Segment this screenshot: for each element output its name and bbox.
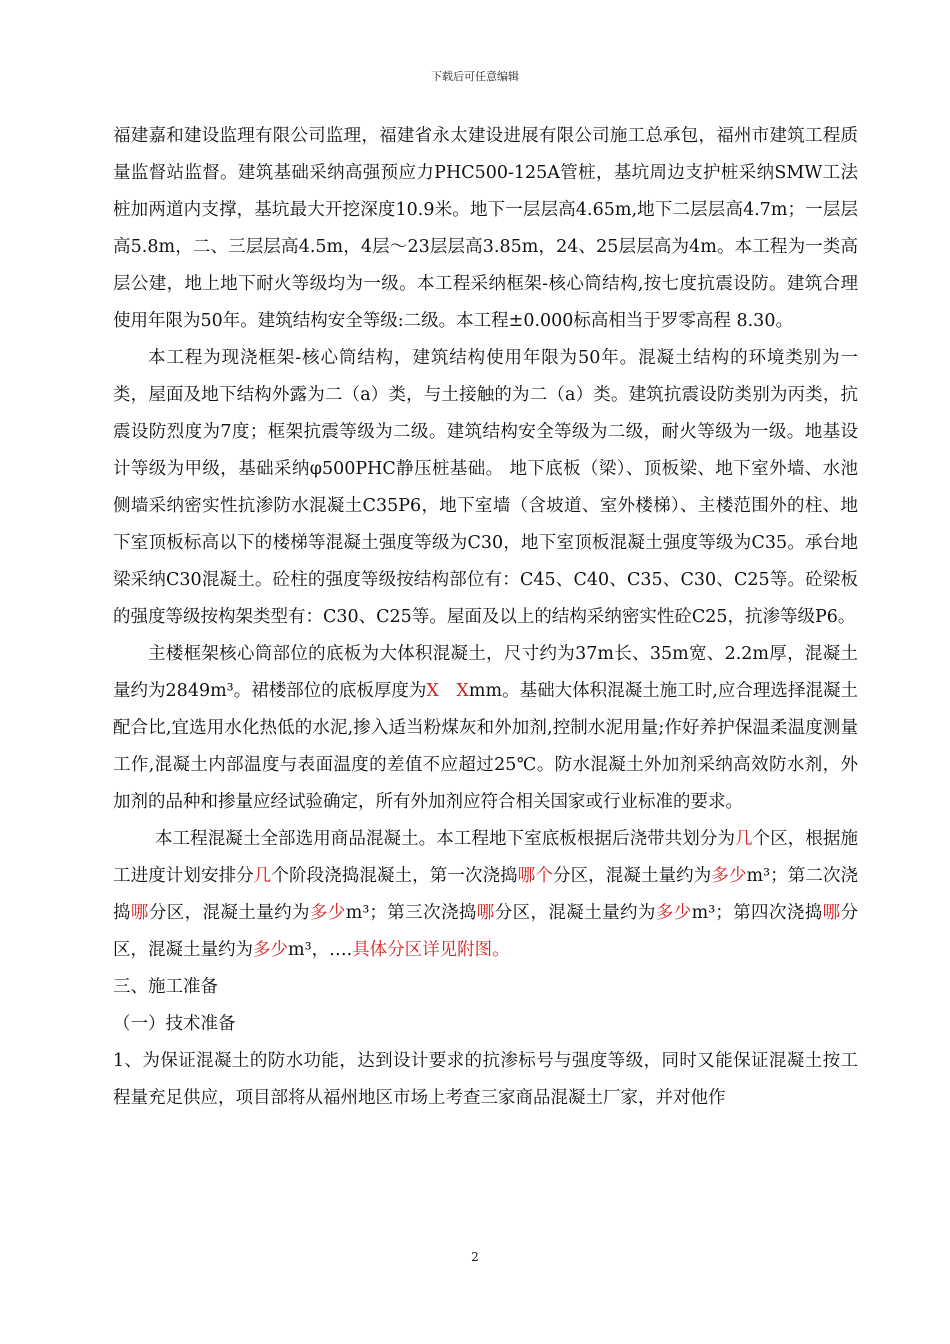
section-heading: 三、施工准备 <box>113 977 218 997</box>
text-span: mm。基础大体积混凝土施工时,应合理选择混凝土配合比,宜选用水化热低的水泥,掺入适当粉煤灰和外加剂,控制水泥用量;作好养护保温柔温度测量工作,混凝土内部温度与表面温度的差值不应超过25℃。防水混凝土外加剂采纳高效防水剂，外加剂的品种和掺量应经试验确定，所有外加剂应符合相关国家或行业标准的要求。 <box>113 681 858 812</box>
paragraph-structure-description: 本工程为现浇框架-核心筒结构，建筑结构使用年限为50年。混凝土结构的环境类别为一类，屋面及地下结构外露为二（a）类，与土接触的为二（a）类。建筑抗震设防类别为丙类，抗震设防烈度为7度；框架抗震等级为二级。建筑结构安全等级为二级，耐火等级为一级。地基设计等级为甲级，基础采纳φ500PHC静压桩基础。 地下底板（梁）、顶板梁、地下室外墙、水池侧墙采纳密实性抗渗防水混凝土C35P6，地下室墙（含坡道、室外楼梯）、主楼范围外的柱、地下室顶板标高以下的楼梯等混凝土强度等级为C30，地下室顶板混凝土强度等级为C35。承台地梁采纳C30混凝土。砼柱的强度等级按结构部位有：C45、C40、C35、C30、C25等。砼梁板的强度等级按构架类型有：C30、C25等。屋面及以上的结构采纳密实性砼C25，抗渗等级P6。 <box>113 348 858 627</box>
page-header: 下载后可任意编辑 <box>431 70 519 83</box>
placeholder-red-text: 哪 <box>130 903 149 923</box>
page-number: 2 <box>471 1250 479 1264</box>
paragraph-technical-prep: 1、为保证混凝土的防水功能，达到设计要求的抗渗标号与强度等级，同时又能保证混凝土按工程量充足供应，项目部将从福州地区市场上考查三家商品混凝土厂家，并对他作 <box>113 1051 858 1108</box>
placeholder-red-text: 多少 <box>711 866 747 886</box>
placeholder-red-text: X X <box>426 681 469 701</box>
text-span: 本工程混凝土全部选用商品混凝土。本工程地下室底板根据后浇带共划分为 <box>155 829 736 849</box>
text-span: 分区，混凝土量约为 <box>494 903 656 923</box>
text-span: 分区，混凝土量约为 <box>113 903 859 960</box>
paragraph-mass-concrete <box>113 636 858 821</box>
placeholder-red-text: 多少 <box>309 903 346 923</box>
text-span: 分区，混凝土量约为 <box>552 866 712 886</box>
placeholder-red-text: 几 <box>253 866 272 886</box>
placeholder-red-text: 具体分区详见附图。 <box>352 940 510 960</box>
text-span: 个阶段浇捣混凝土，第一次浇捣 <box>271 866 518 886</box>
text-span: m³；第三次浇捣 <box>345 903 477 923</box>
document-body <box>113 118 858 1117</box>
text-span: 主楼框架核心筒部位的底板为大体积混凝土，尺寸约为37m长、35m宽、2.2m厚，混凝土量约为2849m³。裙楼部位的底板厚度为 <box>113 644 858 701</box>
placeholder-red-text: 多少 <box>253 940 288 960</box>
placeholder-red-text: 哪个 <box>517 866 553 886</box>
text-span: 个区，根据施工进度计划安排分 <box>113 829 859 886</box>
placeholder-red-text: 几 <box>735 829 753 849</box>
paragraph-pour-plan <box>113 821 858 969</box>
text-span: m³，…. <box>288 940 353 960</box>
paragraph-project-overview: 福建嘉和建设监理有限公司监理，福建省永太建设进展有限公司施工总承包，福州市建筑工程质量监督站监督。建筑基础采纳高强预应力PHC500-125A管桩，基坑周边支护桩采纳SMW工法桩加两道内支撑，基坑最大开挖深度10.9米。地下一层层高4.65m,地下二层层高4.7m；一层层高5.8m，二、三层层高4.5m，4层～23层层高3.85m，24、25层层高为4m。本工程为一类高层公建，地上地下耐火等级均为一级。本工程采纳框架-核心筒结构,按七度抗震设防。建筑合理使用年限为50年。建筑结构安全等级:二级。本工程±0.000标高相当于罗零高程 8.30。 <box>113 126 858 331</box>
text-span: m³；第四次浇捣 <box>691 903 823 923</box>
subsection-heading: （一）技术准备 <box>113 1014 236 1034</box>
placeholder-red-text: 多少 <box>655 903 692 923</box>
text-span: m³；第二次浇捣 <box>113 866 859 923</box>
placeholder-red-text: 哪 <box>822 903 841 923</box>
text-span: 分区，混凝土量约为 <box>148 903 310 923</box>
placeholder-red-text: 哪 <box>476 903 495 923</box>
